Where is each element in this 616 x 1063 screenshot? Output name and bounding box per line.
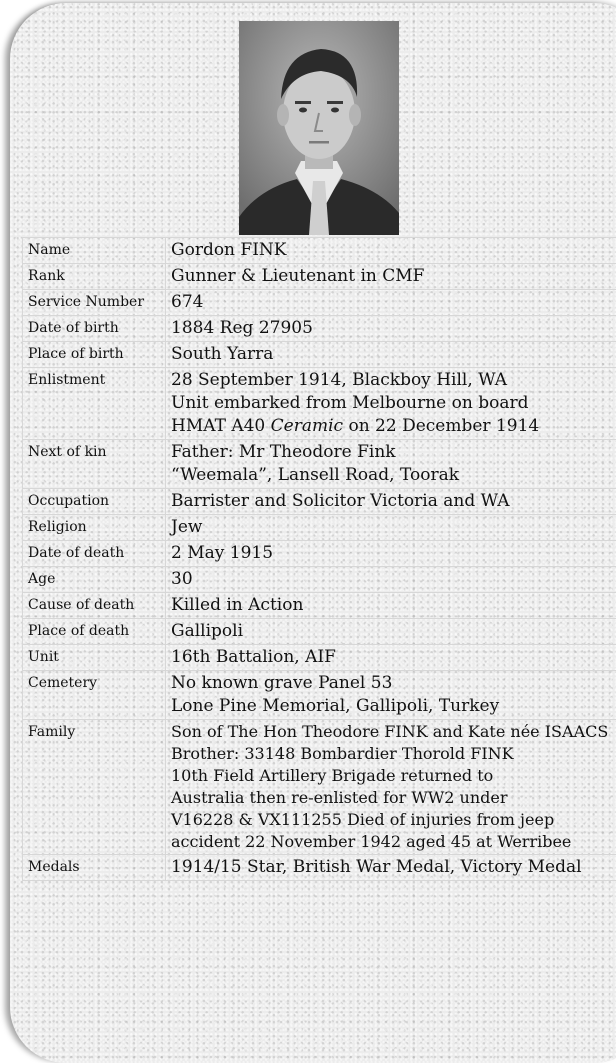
value-line: Gordon FINK bbox=[171, 239, 616, 262]
record-row bbox=[23, 264, 616, 290]
value-line: 30 bbox=[171, 568, 616, 591]
record-row bbox=[23, 619, 616, 645]
value-line: accident 22 November 1942 aged 45 at Werribee bbox=[171, 831, 616, 853]
field-value bbox=[166, 290, 616, 316]
value-line: Killed in Action bbox=[171, 594, 616, 617]
ship-name: Ceramic bbox=[271, 416, 343, 436]
field-label: Date of death bbox=[23, 541, 166, 567]
value-line: Unit embarked from Melbourne on board bbox=[171, 392, 616, 415]
record-row bbox=[23, 489, 616, 515]
value-line: Australia then re-enlisted for WW2 under bbox=[171, 787, 616, 809]
value-line bbox=[171, 415, 616, 438]
value-line: No known grave Panel 53 bbox=[171, 672, 616, 695]
field-value bbox=[166, 515, 616, 541]
value-line: Gunner & Lieutenant in CMF bbox=[171, 265, 616, 288]
value-line: 1914/15 Star, British War Medal, Victory Medal bbox=[171, 856, 616, 879]
field-label: Medals bbox=[23, 855, 166, 881]
value-line: Son of The Hon Theodore FINK and Kate née ISAACS bbox=[171, 721, 616, 743]
field-value bbox=[166, 541, 616, 567]
field-label: Enlistment bbox=[23, 368, 166, 440]
value-line: Barrister and Solicitor Victoria and WA bbox=[171, 490, 616, 513]
field-value bbox=[166, 238, 616, 264]
value-line: 28 September 1914, Blackboy Hill, WA bbox=[171, 369, 616, 392]
field-label: Date of birth bbox=[23, 316, 166, 342]
field-value bbox=[166, 671, 616, 720]
field-value bbox=[166, 645, 616, 671]
field-value bbox=[166, 567, 616, 593]
record-row bbox=[23, 720, 616, 855]
value-line: Father: Mr Theodore Fink bbox=[171, 441, 616, 464]
field-label: Family bbox=[23, 720, 166, 855]
ship-line-text: on 22 December 1914 bbox=[343, 416, 539, 436]
value-line: 10th Field Artillery Brigade returned to bbox=[171, 765, 616, 787]
field-label: Religion bbox=[23, 515, 166, 541]
field-label: Place of birth bbox=[23, 342, 166, 368]
field-label: Name bbox=[23, 238, 166, 264]
portrait-illustration bbox=[239, 21, 399, 235]
record-row bbox=[23, 645, 616, 671]
record-row bbox=[23, 368, 616, 440]
field-value bbox=[166, 342, 616, 368]
value-line: 2 May 1915 bbox=[171, 542, 616, 565]
record-row bbox=[23, 316, 616, 342]
field-value bbox=[166, 619, 616, 645]
portrait-photo bbox=[239, 21, 399, 235]
value-line: Lone Pine Memorial, Gallipoli, Turkey bbox=[171, 695, 616, 718]
value-line: V16228 & VX111255 Died of injuries from jeep bbox=[171, 809, 616, 831]
field-value bbox=[166, 316, 616, 342]
value-line: 1884 Reg 27905 bbox=[171, 317, 616, 340]
field-value bbox=[166, 368, 616, 440]
field-value bbox=[166, 720, 616, 855]
record-row bbox=[23, 593, 616, 619]
field-label: Service Number bbox=[23, 290, 166, 316]
record-row bbox=[23, 855, 616, 881]
value-line: 16th Battalion, AIF bbox=[171, 646, 616, 669]
value-line: South Yarra bbox=[171, 343, 616, 366]
field-label: Cause of death bbox=[23, 593, 166, 619]
record-row bbox=[23, 440, 616, 489]
value-line: Jew bbox=[171, 516, 616, 539]
field-label: Unit bbox=[23, 645, 166, 671]
value-line: Brother: 33148 Bombardier Thorold FINK bbox=[171, 743, 616, 765]
field-label: Place of death bbox=[23, 619, 166, 645]
field-label: Rank bbox=[23, 264, 166, 290]
value-line: 674 bbox=[171, 291, 616, 314]
field-label: Next of kin bbox=[23, 440, 166, 489]
field-label: Age bbox=[23, 567, 166, 593]
record-row bbox=[23, 671, 616, 720]
field-label: Occupation bbox=[23, 489, 166, 515]
value-line: Gallipoli bbox=[171, 620, 616, 643]
record-row bbox=[23, 541, 616, 567]
record-row bbox=[23, 238, 616, 264]
field-value bbox=[166, 489, 616, 515]
field-label: Cemetery bbox=[23, 671, 166, 720]
value-line: “Weemala”, Lansell Road, Toorak bbox=[171, 464, 616, 487]
ship-line-text: HMAT A40 bbox=[171, 416, 271, 436]
record-row bbox=[23, 567, 616, 593]
record-row bbox=[23, 290, 616, 316]
record-row bbox=[23, 342, 616, 368]
field-value bbox=[166, 264, 616, 290]
field-value bbox=[166, 593, 616, 619]
field-value bbox=[166, 440, 616, 489]
record-row bbox=[23, 515, 616, 541]
field-value bbox=[166, 855, 616, 881]
service-record-table bbox=[22, 237, 616, 881]
